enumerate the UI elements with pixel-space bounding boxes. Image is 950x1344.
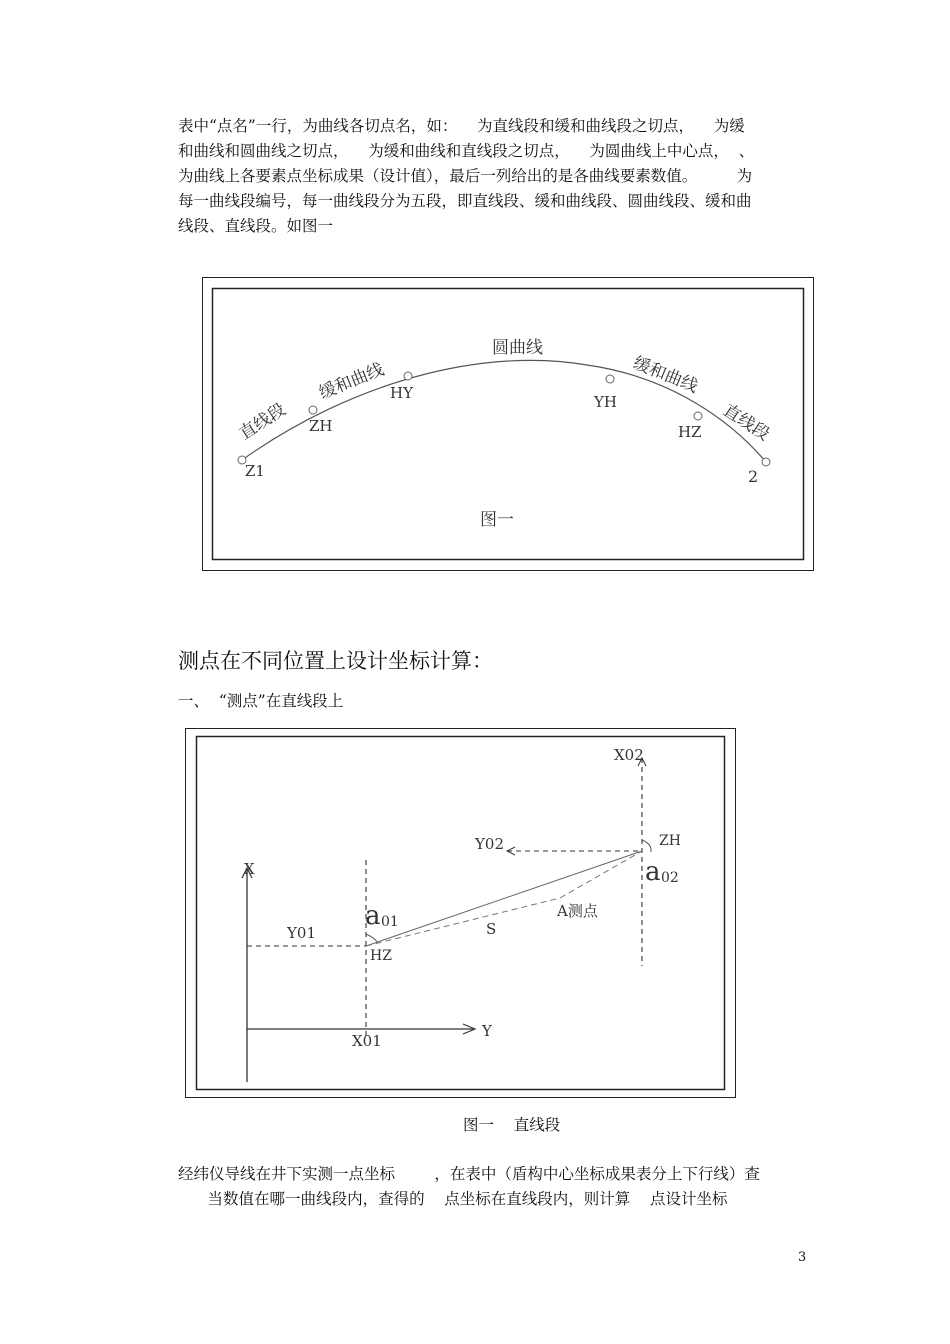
axis-label: X (244, 860, 255, 878)
point-label: YH (594, 393, 617, 411)
segment-label: 直线段 (719, 400, 773, 445)
text-line: 线段、直线段。如图一 (178, 217, 334, 235)
coord-label: Y01 (287, 924, 316, 942)
curve-segments-figure (202, 277, 814, 571)
coord-label: X01 (352, 1032, 382, 1050)
subsection-heading: 一、 “测点”在直线段上 (178, 692, 344, 710)
segment-label: 缓和曲线 (316, 359, 387, 404)
page-number: 3 (798, 1250, 807, 1265)
intro-paragraph (178, 114, 808, 239)
angle-subscript: 01 (381, 914, 399, 930)
coord-label: X02 (614, 746, 644, 764)
straight-segment-diagram (185, 728, 736, 1098)
section-heading: 测点在不同位置上设计坐标计算： (178, 649, 493, 673)
point-label: HZ (370, 948, 392, 964)
method-paragraph (178, 1162, 808, 1212)
distance-label: S (486, 920, 497, 938)
text-line: 当数值在哪一曲线段内，查得的 点坐标在直线段内，则计算 点设计坐标 (178, 1190, 728, 1208)
point-label: HY (390, 384, 413, 402)
text-line: 表中“点名”一行，为曲线各切点名，如： 为直线段和缓和曲线段之切点， 为缓 (178, 117, 745, 135)
figure-caption: 图一 (480, 510, 514, 530)
angle-subscript: 02 (661, 870, 679, 886)
segment-label: 缓和曲线 (630, 353, 701, 398)
point-yh-marker (606, 375, 614, 383)
point-label: Z1 (245, 462, 265, 480)
text-line: 经纬仪导线在井下实测一点坐标 ，在表中（盾构中心坐标成果表分上下行线）查 (178, 1165, 760, 1183)
angle-label: a (365, 901, 381, 931)
coord-label: Y02 (475, 835, 504, 853)
point-label: 2 (748, 467, 759, 486)
point-label: HZ (678, 423, 702, 441)
figure-caption: 图一 直线段 (463, 1116, 561, 1134)
straight-segment-figure (185, 728, 736, 1098)
point-label: ZH (309, 417, 333, 435)
alignment-line (366, 851, 642, 946)
point-zh-marker (309, 406, 317, 414)
text-line: 为曲线上各要素点坐标成果（设计值），最后一列给出的是各曲线要素数值。 为 (178, 167, 753, 185)
text-line: 和曲线和圆曲线之切点， 为缓和曲线和直线段之切点， 为圆曲线上中心点， 、 (178, 142, 755, 160)
segment-label: 圆曲线 (492, 338, 543, 358)
point-end-marker (762, 458, 770, 466)
angle-label: a (645, 857, 661, 887)
curve-diagram (202, 277, 814, 571)
point-label: A测点 (557, 902, 598, 920)
segment-label: 直线段 (235, 399, 290, 445)
point-hy-marker (404, 372, 412, 380)
point-label: ZH (659, 833, 681, 849)
axis-label: Y (482, 1022, 492, 1040)
text-line: 每一曲线段编号，每一曲线段分为五段，即直线段、缓和曲线段、圆曲线段、缓和曲 (178, 192, 752, 210)
point-hz-marker (694, 412, 702, 420)
